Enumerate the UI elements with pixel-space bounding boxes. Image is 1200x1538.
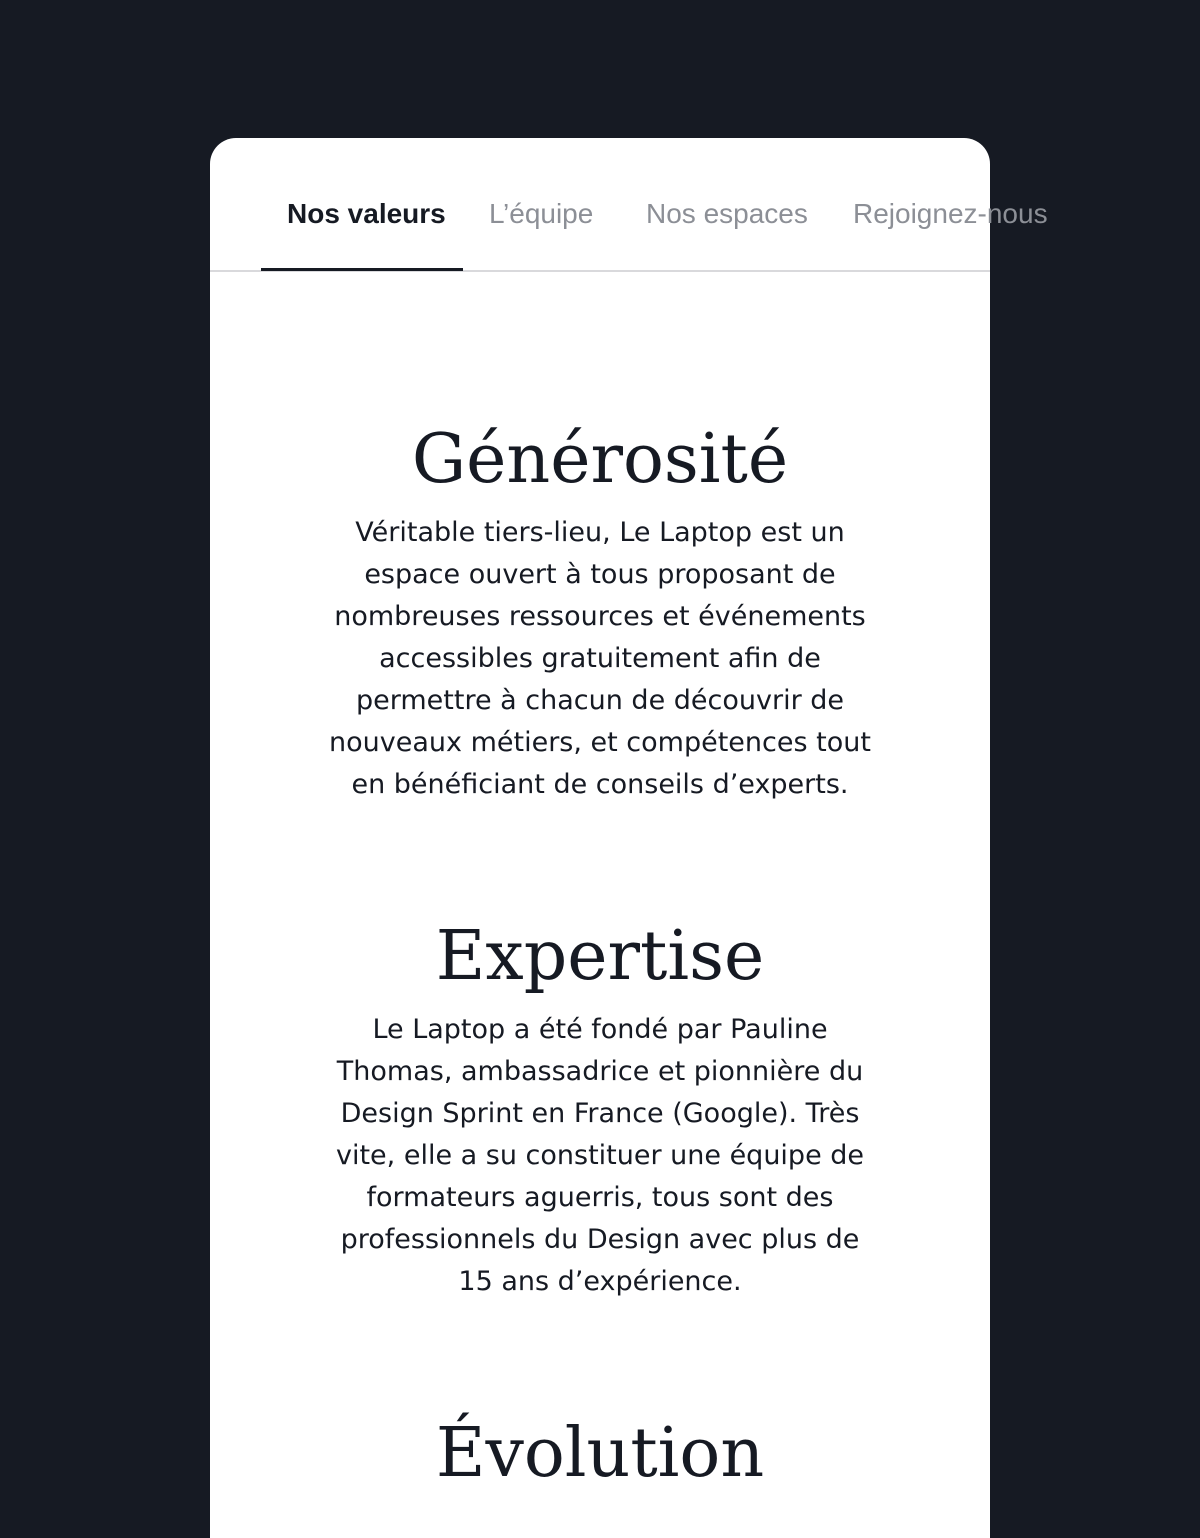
tab-nos-valeurs[interactable]: Nos valeurs [287, 198, 446, 229]
tab-equipe[interactable]: L’équipe [489, 198, 594, 229]
section-title: Évolution [435, 1414, 765, 1493]
value-section-evolution [210, 1414, 990, 1494]
content-card [210, 138, 1048, 1538]
tab-rejoignez-nous[interactable]: Rejoignez-nous [853, 198, 1048, 229]
tab-bar [210, 138, 1048, 272]
tab-nos-espaces[interactable]: Nos espaces [646, 198, 808, 229]
value-section-generosite [210, 420, 990, 806]
section-body: Véritable tiers-lieu, Le Laptop est un espace ouvert à tous proposant de nombreuses ressources et événements accessibles gratuitement afin de permettre à chacun de découvrir de nouveaux métiers, et compétences tout en bénéficiant de conseils d’experts. [329, 517, 871, 800]
section-title: Expertise [435, 917, 765, 996]
section-title: Générosité [411, 420, 789, 499]
active-tab-indicator [261, 268, 463, 271]
section-body: Le Laptop a été fondé par Pauline Thomas, ambassadrice et pionnière du Design Sprint en France (Google). Très vite, elle a su constituer une équipe de formateurs aguerris, tous sont des professionnels du Design avec plus de 15 ans d’expérience. [335, 1014, 865, 1297]
value-section-expertise [210, 917, 990, 1303]
